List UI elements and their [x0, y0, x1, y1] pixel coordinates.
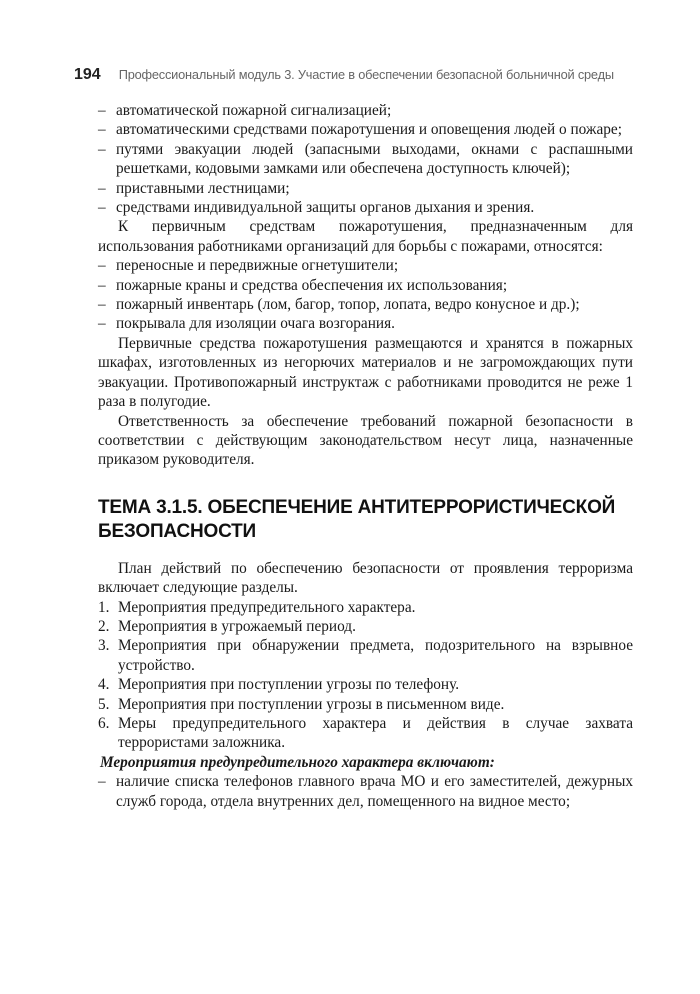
numbered-list-item	[98, 636, 633, 675]
list-number: 2.	[98, 617, 110, 635]
paragraph-responsibility: Ответственность за обеспечение требований пожарной безопасности в соответствии с действующим законодательством несут лица, назначенные приказом руководителя.	[98, 412, 633, 469]
list-item: – наличие списка телефонов главного врача МО и его заместителей, дежурных служб города, отдела внутренних дел, помещенного на видное место;	[98, 772, 633, 811]
numbered-list-item	[98, 675, 633, 694]
paragraph-plan: План действий по обеспечению безопасности от проявления терроризма включает следующие разделы.	[98, 559, 633, 597]
list-item-text: Мероприятия предупредительного характера.	[118, 598, 416, 616]
list-item: – пожарные краны и средства обеспечения их использования;	[98, 276, 633, 295]
numbered-list-item	[98, 617, 633, 636]
list-number: 4.	[98, 676, 110, 694]
list-number: 3.	[98, 637, 110, 655]
list-item: – пожарный инвентарь (лом, багор, топор, лопата, ведро конусное и др.);	[98, 295, 633, 314]
list-item: – автоматической пожарной сигнализацией;	[98, 101, 633, 120]
section-heading: ТЕМА 3.1.5. ОБЕСПЕЧЕНИЕ АНТИТЕРРОРИСТИЧЕСКОЙ БЕЗОПАСНОСТИ	[98, 496, 616, 542]
running-title: Профессиональный модуль 3. Участие в обеспечении безопасной больничной среды	[118, 67, 614, 82]
list-item: – переносные и передвижные огнетушители;	[98, 256, 633, 275]
page-content	[98, 101, 633, 811]
list-item-text: Меры предупредительного характера и действия в случае захвата террористами заложника.	[118, 714, 633, 752]
numbered-list-item	[98, 714, 633, 753]
list-item: – приставными лестницами;	[98, 179, 633, 198]
list-item: – средствами индивидуальной защиты органов дыхания и зрения.	[98, 198, 633, 217]
paragraph-primary-means: К первичным средствам пожаротушения, предназначенным для использования работниками организаций для борьбы с пожарами, относятся:	[98, 218, 633, 255]
list-number: 1.	[98, 598, 110, 616]
paragraph-storage: Первичные средства пожаротушения размещаются и хранятся в пожарных шкафах, изготовленных из негорючих материалов и не загромождающих пути эвакуации. Противопожарный инструктаж с работниками проводится не реже 1 раза в полугодие.	[98, 334, 633, 411]
list-item: – покрывала для изоляции очага возгорания.	[98, 314, 633, 333]
numbered-list-item	[98, 695, 633, 714]
list-item-text: Мероприятия в угрожаемый период.	[118, 617, 356, 635]
list-item-text: Мероприятия при поступлении угрозы по телефону.	[118, 676, 460, 694]
subheading: Мероприятия предупредительного характера включают:	[100, 753, 495, 771]
list-number: 5.	[98, 695, 110, 713]
list-number: 6.	[98, 714, 110, 732]
list-item-text: Мероприятия при обнаружении предмета, подозрительного на взрывное устройство.	[118, 637, 633, 674]
running-head	[74, 66, 634, 84]
list-item-text: Мероприятия при поступлении угрозы в письменном виде.	[118, 695, 505, 713]
numbered-list-item	[98, 598, 633, 617]
list-item: – автоматическими средствами пожаротушения и оповещения людей о пожаре;	[98, 120, 633, 139]
page-number: 194	[74, 66, 101, 83]
list-item: – путями эвакуации людей (запасными выходами, окнами с распашными решетками, кодовыми замками или обеспечена доступность ключей);	[98, 140, 633, 179]
